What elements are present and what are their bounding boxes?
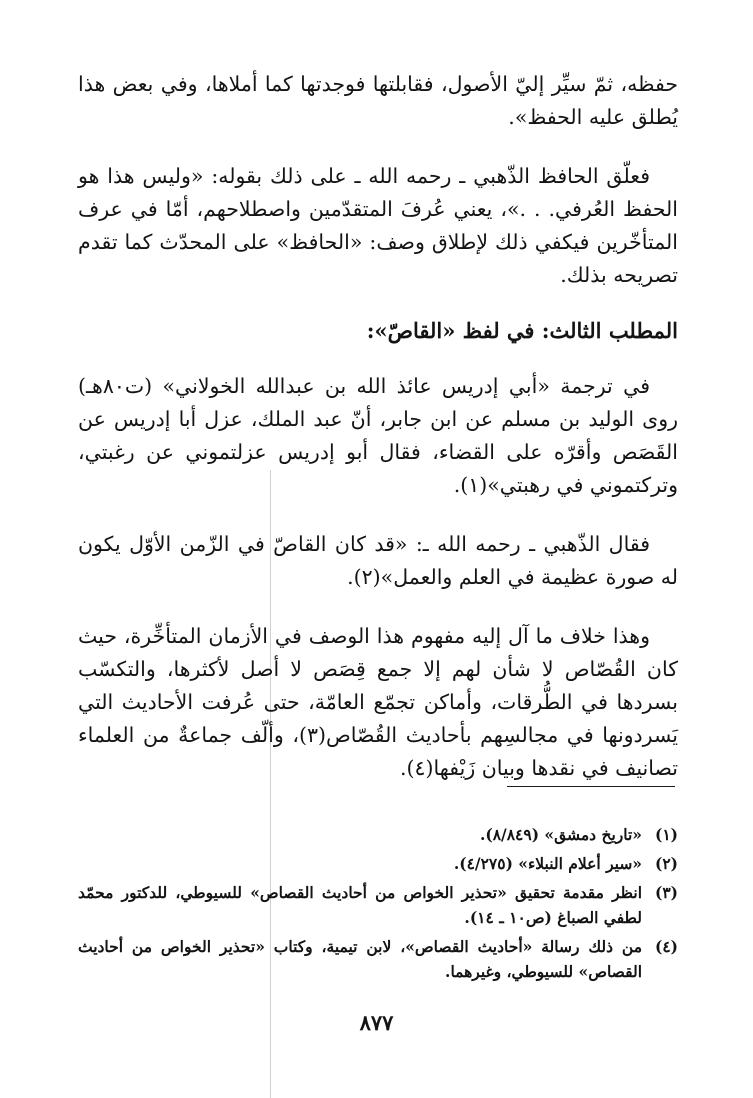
footnote-2 <box>78 851 678 876</box>
footnote-number: (٢) <box>654 854 678 873</box>
paragraph-3: في ترجمة «أبي إدريس عائذ الله بن عبدالله الخولاني» (ت٨٠هـ) روى الوليد بن مسلم عن ابن جابر، أنّ عبد الملك، عزل أبا إدريس عن القَصَص وأقرّه على القضاء، فقال أبو إدريس عزلتموني عن رغبتي، وتركتموني في رهبتي»(١). <box>78 374 678 497</box>
footnote-4 <box>78 934 678 984</box>
footnote-1 <box>78 822 678 847</box>
footnote-number: (١) <box>654 825 678 844</box>
footnote-text: «سير أعلام النبلاء» (٤/٢٧٥). <box>453 854 642 873</box>
footnote-text: من ذلك رسالة «أحاديث القصاص»، لابن تيمية، وكتاب «تحذير الخواص من أحاديث القصاص» للسيوطي، وغيرهما. <box>78 937 642 981</box>
paragraph-4: فقال الذّهبي ـ رحمه الله ـ: «قد كان القاصّ في الزّمن الأوّل يكون له صورة عظيمة في العلم والعمل»(٢). <box>78 532 678 589</box>
paragraph-1: حفظه، ثمّ سيِّر إليّ الأصول، فقابلتها فوجدتها كما أملاها، وفي بعض هذا يُطلق عليه الحفظ». <box>78 72 678 129</box>
footnotes <box>78 822 678 988</box>
footnote-3 <box>78 880 678 930</box>
spacer <box>78 502 678 528</box>
section-heading: المطلب الثالث: في لفظ «القاصّ»: <box>366 318 678 343</box>
page-body <box>78 68 678 785</box>
spacer <box>78 348 678 370</box>
spacer <box>78 134 678 160</box>
footnote-number: (٤) <box>654 937 678 956</box>
spacer <box>78 594 678 620</box>
footnote-text: انظر مقدمة تحقيق «تحذير الخواص من أحاديث القصاص» للسيوطي، للدكتور محمّد لطفي الصباغ (ص١٠ ـ ١٤). <box>78 883 642 927</box>
footnote-number: (٣) <box>654 883 678 902</box>
paragraph-2: فعلّق الحافظ الذّهبي ـ رحمه الله ـ على ذلك بقوله: «وليس هذا هو الحفظ العُرفي. . .»، يعني عُرفَ المتقدّمين واصطلاحهم، أمّا في عرف المتأخّرين فيكفي ذلك لإطلاق وصف: «الحافظ» على المحدّث كما تقدم تصريحه بذلك. <box>78 164 678 287</box>
footnote-separator <box>507 786 675 787</box>
spacer <box>78 292 678 314</box>
paragraph-5: وهذا خلاف ما آل إليه مفهوم هذا الوصف في الأزمان المتأخِّرة، حيث كان القُصّاص لا شأن لهم إلا جمع قِصَص لا أصل لأكثرها، والتكسّب بسردها في الطُّرقات، وأماكن تجمّع العامّة، حتى عُرفت الأحاديث التي يَسردونها في مجالسِهم بأحاديث القُصّاص(٣)، وألّف جماعةٌ من العلماء تصانيف في نقدها وبيان زَيْفها(٤). <box>78 624 678 780</box>
page-number: ٨٧٧ <box>359 1010 394 1035</box>
footnote-text: «تاريخ دمشق» (٨/٨٤٩). <box>479 825 642 844</box>
